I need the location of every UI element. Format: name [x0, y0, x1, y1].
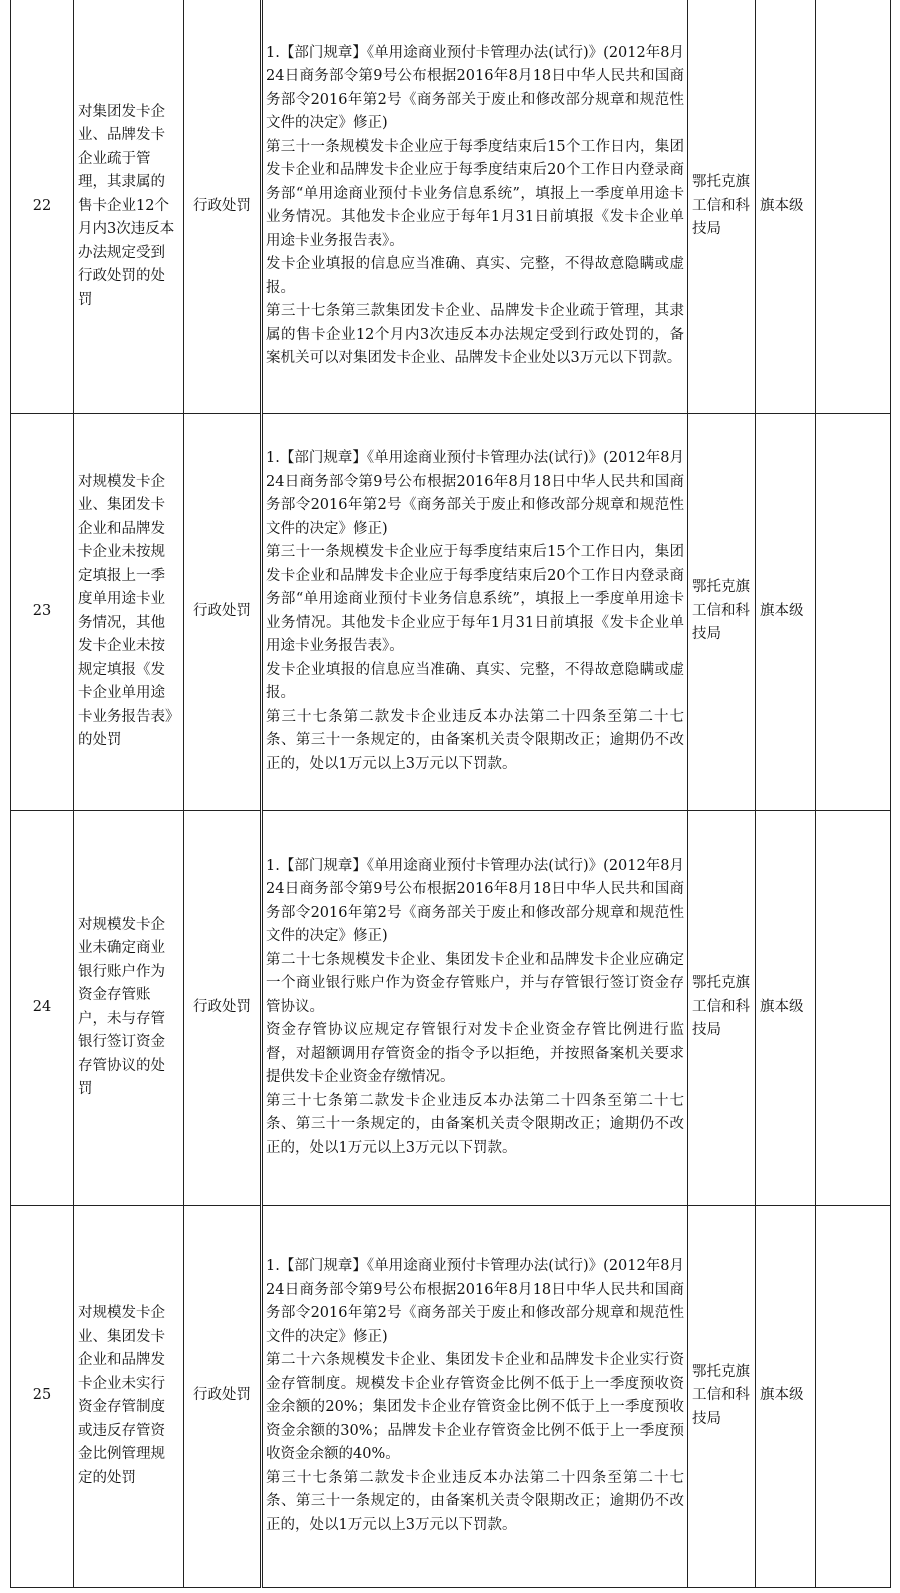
- responsible-department: 鄂托克旗工信和科技局: [688, 810, 756, 1205]
- remarks-cell: [816, 1205, 891, 1587]
- table-row: [11, 0, 891, 413]
- remarks-cell: [816, 0, 891, 413]
- basis-paragraph: 1.【部门规章】《单用途商业预付卡管理办法(试行)》(2012年8月24日商务部令第9号公布根据2016年8月18日中华人民共和国商务部令2016年第2号《商务部关于废止和修改部分规章和规范性文件的决定》修正): [266, 450, 684, 537]
- item-type: 行政处罚: [184, 1205, 262, 1587]
- basis-paragraph: 1.【部门规章】《单用途商业预付卡管理办法(试行)》(2012年8月24日商务部令第9号公布根据2016年8月18日中华人民共和国商务部令2016年第2号《商务部关于废止和修改部分规章和规范性文件的决定》修正): [266, 857, 684, 945]
- legal-basis: [262, 0, 688, 413]
- basis-paragraph: 发卡企业填报的信息应当准确、真实、完整，不得故意隐瞒或虚报。: [266, 661, 684, 701]
- responsible-department: 鄂托克旗工信和科技局: [688, 413, 756, 810]
- basis-paragraph: 第三十七条第二款发卡企业违反本办法第二十四条至第二十七条、第三十一条规定的，由备案机关责令限期改正；逾期仍不改正的，处以1万元以上3万元以下罚款。: [266, 1469, 684, 1533]
- basis-paragraph: 1.【部门规章】《单用途商业预付卡管理办法(试行)》(2012年8月24日商务部令第9号公布根据2016年8月18日中华人民共和国商务部令2016年第2号《商务部关于废止和修改部分规章和规范性文件的决定》修正): [266, 1258, 684, 1345]
- remarks-cell: [816, 810, 891, 1205]
- legal-basis: [262, 1205, 688, 1587]
- item-type: 行政处罚: [184, 0, 262, 413]
- item-name: 对集团发卡企业、品牌发卡企业疏于管理，其隶属的售卡企业12个月内3次违反本办法规定受到行政处罚的处罚: [74, 0, 184, 413]
- remarks-cell: [816, 413, 891, 810]
- basis-paragraph: 发卡企业填报的信息应当准确、真实、完整，不得故意隐瞒或虚报。: [266, 256, 684, 296]
- basis-paragraph: 第三十七条第二款发卡企业违反本办法第二十四条至第二十七条、第三十一条规定的，由备案机关责令限期改正；逾期仍不改正的，处以1万元以上3万元以下罚款。: [266, 708, 684, 772]
- row-number: 25: [11, 1205, 74, 1587]
- basis-paragraph: 1.【部门规章】《单用途商业预付卡管理办法(试行)》(2012年8月24日商务部令第9号公布根据2016年8月18日中华人民共和国商务部令2016年第2号《商务部关于废止和修改部分规章和规范性文件的决定》修正): [266, 44, 684, 132]
- exercise-level: 旗本级: [756, 1205, 816, 1587]
- exercise-level: 旗本级: [756, 413, 816, 810]
- item-type: 行政处罚: [184, 413, 262, 810]
- table-row: [11, 1205, 891, 1587]
- basis-paragraph: 第三十一条规模发卡企业应于每季度结束后15个工作日内，集团发卡企业和品牌发卡企业应于每季度结束后20个工作日内登录商务部“单用途商业预付卡业务信息系统”，填报上一季度单用途卡业务情况。其他发卡企业应于每年1月31日前填报《发卡企业单用途卡业务报告表》。: [266, 138, 684, 249]
- basis-paragraph: 资金存管协议应规定存管银行对发卡企业资金存管比例进行监督，对超额调用存管资金的指令予以拒绝，并按照备案机关要求提供发卡企业资金存缴情况。: [266, 1022, 684, 1086]
- basis-paragraph: 第二十七条规模发卡企业、集团发卡企业和品牌发卡企业应确定一个商业银行账户作为资金存管账户，并与存管银行签订资金存管协议。: [266, 951, 684, 1015]
- item-name: 对规模发卡企业、集团发卡企业和品牌发卡企业未实行资金存管制度或违反存管资金比例管理规定的处罚: [74, 1205, 184, 1587]
- basis-paragraph: 第三十七条第三款集团发卡企业、品牌发卡企业疏于管理，其隶属的售卡企业12个月内3次违反本办法规定受到行政处罚的，备案机关可以对集团发卡企业、品牌发卡企业处以3万元以下罚款。: [266, 303, 684, 367]
- item-name: 对规模发卡企业未确定商业银行账户作为资金存管账户，未与存管银行签订资金存管协议的处罚: [74, 810, 184, 1205]
- table-row: [11, 413, 891, 810]
- row-number: 24: [11, 810, 74, 1205]
- basis-paragraph: 第三十一条规模发卡企业应于每季度结束后15个工作日内，集团发卡企业和品牌发卡企业应于每季度结束后20个工作日内登录商务部“单用途商业预付卡业务信息系统”，填报上一季度单用途卡业务情况。其他发卡企业应于每年1月31日前填报《发卡企业单用途卡业务报告表》。: [266, 544, 684, 654]
- basis-paragraph: 第三十七条第二款发卡企业违反本办法第二十四条至第二十七条、第三十一条规定的，由备案机关责令限期改正；逾期仍不改正的，处以1万元以上3万元以下罚款。: [266, 1092, 684, 1156]
- basis-paragraph: 第二十六条规模发卡企业、集团发卡企业和品牌发卡企业实行资金存管制度。规模发卡企业存管资金比例不低于上一季度预收资金余额的20%；集团发卡企业存管资金比例不低于上一季度预收资金余额的30%；品牌发卡企业存管资金比例不低于上一季度预收资金余额的40%。: [266, 1352, 684, 1462]
- responsible-department: 鄂托克旗工信和科技局: [688, 0, 756, 413]
- legal-basis: [262, 810, 688, 1205]
- power-list-table: [10, 0, 891, 1588]
- item-name: 对规模发卡企业、集团发卡企业和品牌发卡企业未按规定填报上一季度单用途卡业务情况，其他发卡企业未按规定填报《发卡企业单用途卡业务报告表》的处罚: [74, 413, 184, 810]
- exercise-level: 旗本级: [756, 0, 816, 413]
- responsible-department: 鄂托克旗工信和科技局: [688, 1205, 756, 1587]
- exercise-level: 旗本级: [756, 810, 816, 1205]
- row-number: 22: [11, 0, 74, 413]
- item-type: 行政处罚: [184, 810, 262, 1205]
- row-number: 23: [11, 413, 74, 810]
- table-row: [11, 810, 891, 1205]
- legal-basis: [262, 413, 688, 810]
